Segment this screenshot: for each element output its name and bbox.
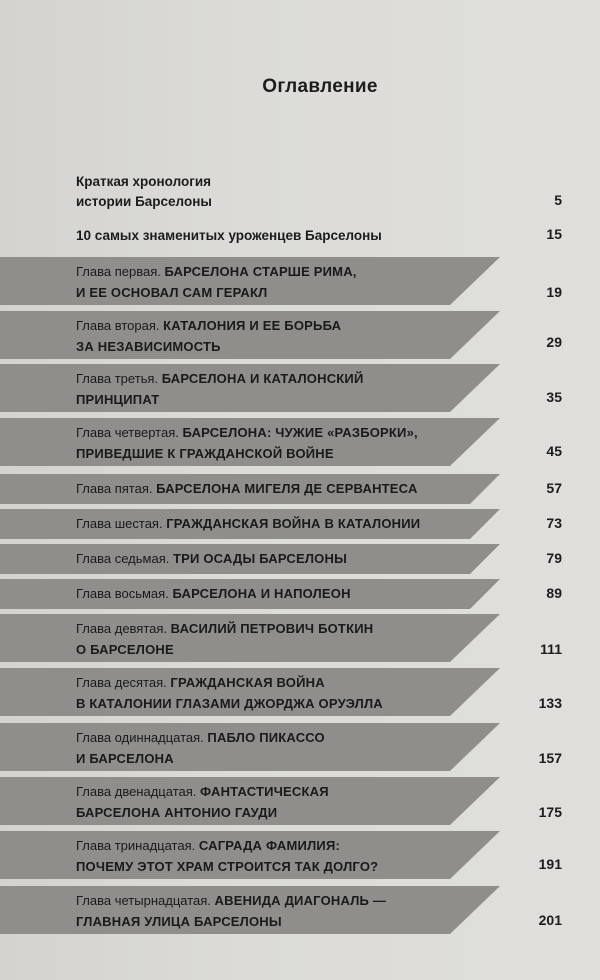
toc-chapter-10 [76,672,516,714]
chapter-title-cont: В КАТАЛОНИИ ГЛАЗАМИ ДЖОРДЖА ОРУЭЛЛА [76,696,383,711]
page-number: 35 [546,389,562,405]
toc-entry-chronology [76,172,556,212]
toc-entry-line2: истории Барселоны [76,194,212,209]
page-number: 79 [546,550,562,566]
chapter-prefix: Глава пятая. [76,481,153,496]
chapter-title: ВАСИЛИЙ ПЕТРОВИЧ БОТКИН [170,621,374,636]
toc-chapter-13 [76,835,516,877]
page-number: 19 [546,284,562,300]
chapter-title: ПАБЛО ПИКАССО [207,730,325,745]
toc-chapter-5 [76,478,496,499]
chapter-title: САГРАДА ФАМИЛИЯ: [198,838,341,853]
chapter-prefix: Глава первая. [76,264,161,279]
chapter-title-cont: БАРСЕЛОНА АНТОНИО ГАУДИ [76,805,278,820]
chapter-title: БАРСЕЛОНА И НАПОЛЕОН [172,586,351,601]
chapter-prefix: Глава четырнадцатая. [76,893,211,908]
page-number: 29 [546,334,562,350]
chapter-title-cont: И ЕЕ ОСНОВАЛ САМ ГЕРАКЛ [76,285,268,300]
toc-chapter-7 [76,548,496,569]
toc-chapter-2 [76,315,496,357]
chapter-title: ГРАЖДАНСКАЯ ВОЙНА [170,675,325,690]
chapter-prefix: Глава третья. [76,371,159,386]
chapter-title: ФАНТАСТИЧЕСКАЯ [200,784,329,799]
chapter-prefix: Глава девятая. [76,621,168,636]
toc-chapter-4 [76,422,496,464]
chapter-title-cont: ЗА НЕЗАВИСИМОСТЬ [76,339,221,354]
page-number: 111 [540,641,562,657]
page-number: 201 [538,912,562,928]
chapter-title-cont: И БАРСЕЛОНА [76,751,174,766]
chapter-prefix: Глава четвертая. [76,425,179,440]
toc-chapter-3 [76,368,496,410]
page-number: 73 [546,515,562,531]
toc-chapter-11 [76,727,496,769]
toc-chapter-8 [76,583,496,604]
toc-chapter-1 [76,261,496,303]
chapter-prefix: Глава тринадцатая. [76,838,196,853]
chapter-prefix: Глава вторая. [76,318,160,333]
page-number: 175 [538,804,562,820]
chapter-prefix: Глава двенадцатая. [76,784,197,799]
page-number: 133 [538,695,562,711]
page-title: Оглавление [262,76,378,97]
chapter-title: БАРСЕЛОНА И КАТАЛОНСКИЙ [161,371,364,386]
toc-entry-line1: 10 самых знаменитых уроженцев Барселоны [76,228,382,243]
chapter-title-cont: ПРИНЦИПАТ [76,392,160,407]
chapter-prefix: Глава десятая. [76,675,167,690]
page-number: 191 [538,856,562,872]
toc-chapter-9 [76,618,496,660]
chapter-prefix: Глава седьмая. [76,551,170,566]
chapter-title: БАРСЕЛОНА МИГЕЛЯ ДЕ СЕРВАНТЕСА [156,481,418,496]
chapter-prefix: Глава одиннадцатая. [76,730,204,745]
page-number: 45 [546,443,562,459]
toc-chapter-14 [76,890,516,932]
toc-chapter-12 [76,781,496,823]
page-number: 15 [546,226,562,242]
toc-entry-famous-natives [76,226,556,246]
chapter-title: ГРАЖДАНСКАЯ ВОЙНА В КАТАЛОНИИ [166,516,421,531]
chapter-title-cont: О БАРСЕЛОНЕ [76,642,174,657]
page-number: 157 [538,750,562,766]
page-number: 5 [554,192,562,208]
chapter-title: БАРСЕЛОНА СТАРШЕ РИМА, [164,264,357,279]
page-number: 57 [546,480,562,496]
chapter-title: АВЕНИДА ДИАГОНАЛЬ — [214,893,387,908]
chapter-title: КАТАЛОНИЯ И ЕЕ БОРЬБА [163,318,342,333]
chapter-title-cont: ПРИВЕДШИЕ К ГРАЖДАНСКОЙ ВОЙНЕ [76,446,334,461]
chapter-title: БАРСЕЛОНА: ЧУЖИЕ «РАЗБОРКИ», [182,425,418,440]
toc-chapter-6 [76,513,496,534]
chapter-title-cont: ГЛАВНАЯ УЛИЦА БАРСЕЛОНЫ [76,914,282,929]
chapter-prefix: Глава шестая. [76,516,163,531]
chapter-title-cont: ПОЧЕМУ ЭТОТ ХРАМ СТРОИТСЯ ТАК ДОЛГО? [76,859,379,874]
toc-entry-line1: Краткая хронология [76,174,212,189]
page-number: 89 [546,585,562,601]
chapter-title: ТРИ ОСАДЫ БАРСЕЛОНЫ [172,551,347,566]
chapter-prefix: Глава восьмая. [76,586,169,601]
